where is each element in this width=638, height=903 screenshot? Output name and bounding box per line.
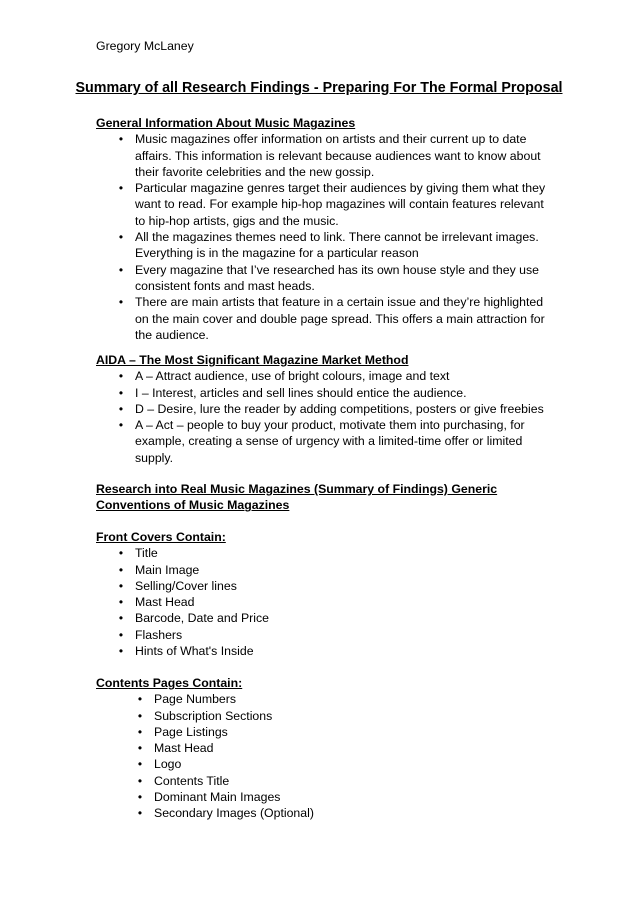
section-general-info xyxy=(96,115,546,343)
list-item: • Selling/Cover lines xyxy=(96,578,546,594)
bullet-icon: • xyxy=(137,806,143,821)
bullet-icon: • xyxy=(118,611,124,626)
list-item: • Mast Head xyxy=(96,740,546,756)
list-item: • Page Numbers xyxy=(96,691,546,707)
list-item: • A – Act – people to buy your product, motivate them into purchasing, for example, creating a sense of urgency with a limited-time offer or limited supply. xyxy=(96,417,546,466)
bullet-icon: • xyxy=(137,790,143,805)
bullet-icon: • xyxy=(118,627,124,642)
bullet-icon: • xyxy=(118,262,124,277)
bullet-icon: • xyxy=(118,385,124,400)
section-heading: Contents Pages Contain: xyxy=(96,676,243,690)
bullet-icon: • xyxy=(137,692,143,707)
bullet-icon: • xyxy=(118,578,124,593)
bullet-list xyxy=(96,545,546,659)
bullet-icon: • xyxy=(118,181,124,196)
list-item: • Particular magazine genres target their audiences by giving them what they want to read. For example hip-hop magazines will contain features relevant to hip-hop artists, gigs and the music. xyxy=(96,180,546,229)
list-item: • Every magazine that I’ve researched has its own house style and they use consistent fonts and mast heads. xyxy=(96,262,546,295)
list-item: • Dominant Main Images xyxy=(96,789,546,805)
list-item: • Title xyxy=(96,545,546,561)
bullet-icon: • xyxy=(137,757,143,772)
bullet-icon: • xyxy=(118,230,124,245)
bullet-icon: • xyxy=(118,369,124,384)
list-item: • I – Interest, articles and sell lines should entice the audience. xyxy=(96,385,546,401)
section-heading: General Information About Music Magazines xyxy=(96,116,356,130)
page-title: Summary of all Research Findings - Preparing For The Formal Proposal xyxy=(75,80,563,96)
bullet-list xyxy=(96,691,546,821)
section-heading: Front Covers Contain: xyxy=(96,530,226,544)
bullet-icon: • xyxy=(137,708,143,723)
bullet-icon: • xyxy=(118,401,124,416)
section-heading: AIDA – The Most Significant Magazine Market Method xyxy=(96,353,409,367)
section-contents-pages xyxy=(96,675,546,822)
list-item: • Music magazines offer information on artists and their current up to date affairs. This information is relevant because audiences want to know about their favorite celebrities and the new gossip. xyxy=(96,131,546,180)
author-name: Gregory McLaney xyxy=(96,39,194,53)
bullet-list xyxy=(96,368,546,466)
list-item: • Contents Title xyxy=(96,773,546,789)
section-front-covers xyxy=(96,529,546,659)
bullet-list xyxy=(96,131,546,343)
bullet-icon: • xyxy=(118,295,124,310)
bullet-icon: • xyxy=(137,724,143,739)
bullet-icon: • xyxy=(118,546,124,561)
list-item: • Logo xyxy=(96,756,546,772)
list-item: • There are main artists that feature in a certain issue and they’re highlighted on the main cover and double page spread. This offers a main attraction for the audience. xyxy=(96,294,546,343)
list-item: • Main Image xyxy=(96,562,546,578)
section-research xyxy=(96,481,546,514)
list-item: • A – Attract audience, use of bright colours, image and text xyxy=(96,368,546,384)
list-item: • Flashers xyxy=(96,627,546,643)
bullet-icon: • xyxy=(118,644,124,659)
bullet-icon: • xyxy=(137,773,143,788)
bullet-icon: • xyxy=(137,741,143,756)
list-item: • Secondary Images (Optional) xyxy=(96,805,546,821)
bullet-icon: • xyxy=(118,418,124,433)
list-item: • D – Desire, lure the reader by adding competitions, posters or give freebies xyxy=(96,401,546,417)
list-item: • Subscription Sections xyxy=(96,708,546,724)
list-item: • Hints of What's Inside xyxy=(96,643,546,659)
list-item: • Barcode, Date and Price xyxy=(96,610,546,626)
bullet-icon: • xyxy=(118,562,124,577)
bullet-icon: • xyxy=(118,595,124,610)
list-item: • All the magazines themes need to link. There cannot be irrelevant images. Everything is in the magazine for a particular reason xyxy=(96,229,546,262)
list-item: • Mast Head xyxy=(96,594,546,610)
section-heading: Research into Real Music Magazines (Summary of Findings) Generic Conventions of Music Magazines xyxy=(96,482,498,513)
list-item: • Page Listings xyxy=(96,724,546,740)
bullet-icon: • xyxy=(118,132,124,147)
section-aida xyxy=(96,352,546,466)
